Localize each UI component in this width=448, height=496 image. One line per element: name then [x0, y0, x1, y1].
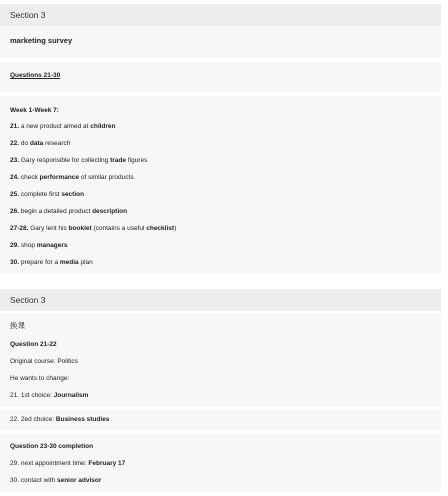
question-heading: Question 23-30 completion	[10, 443, 94, 450]
section-title: marketing survey	[10, 36, 73, 45]
first-choice: 21. 1st choice: Journalism	[10, 392, 89, 399]
list-item: 25. complete first section	[10, 191, 85, 198]
list-item: 27-28. Gary lent his booklet (contains a useful checklist)	[10, 225, 177, 232]
title-box	[0, 26, 441, 58]
items-box	[0, 96, 441, 274]
completion-box	[0, 434, 441, 492]
list-item: 23. Gary responsible for collecting trade figures	[10, 157, 148, 164]
questions-heading: Questions 21-30	[10, 72, 61, 79]
original-course: Original course: Politics	[10, 358, 78, 365]
list-item: 22. do data research	[10, 140, 71, 147]
appointment-time: 29. next appointment time: February 17	[10, 460, 126, 467]
second-choice-box	[0, 410, 441, 430]
question-heading: Question 21-22	[10, 341, 57, 348]
second-choice: 22. 2ed choice: Business studies	[10, 416, 110, 423]
list-item: 21. a new product aimed at children	[10, 123, 116, 130]
section-header: Section 3	[0, 289, 441, 311]
list-item: 24. check performance of similar products	[10, 174, 134, 181]
questions-box	[0, 62, 441, 92]
course-change-box	[0, 313, 441, 407]
list-item: 30. prepare for a media plan	[10, 259, 93, 266]
wants-change: He wants to change:	[10, 375, 70, 382]
contact-advisor: 30. contact with senior advisor	[10, 477, 102, 484]
section-title: 换课	[10, 321, 25, 330]
list-item: 29. shop managers	[10, 242, 68, 249]
section-header: Section 3	[0, 4, 441, 26]
weeks-heading: Week 1-Week 7:	[10, 107, 59, 114]
list-item: 26. begin a detailed product description	[10, 208, 128, 215]
